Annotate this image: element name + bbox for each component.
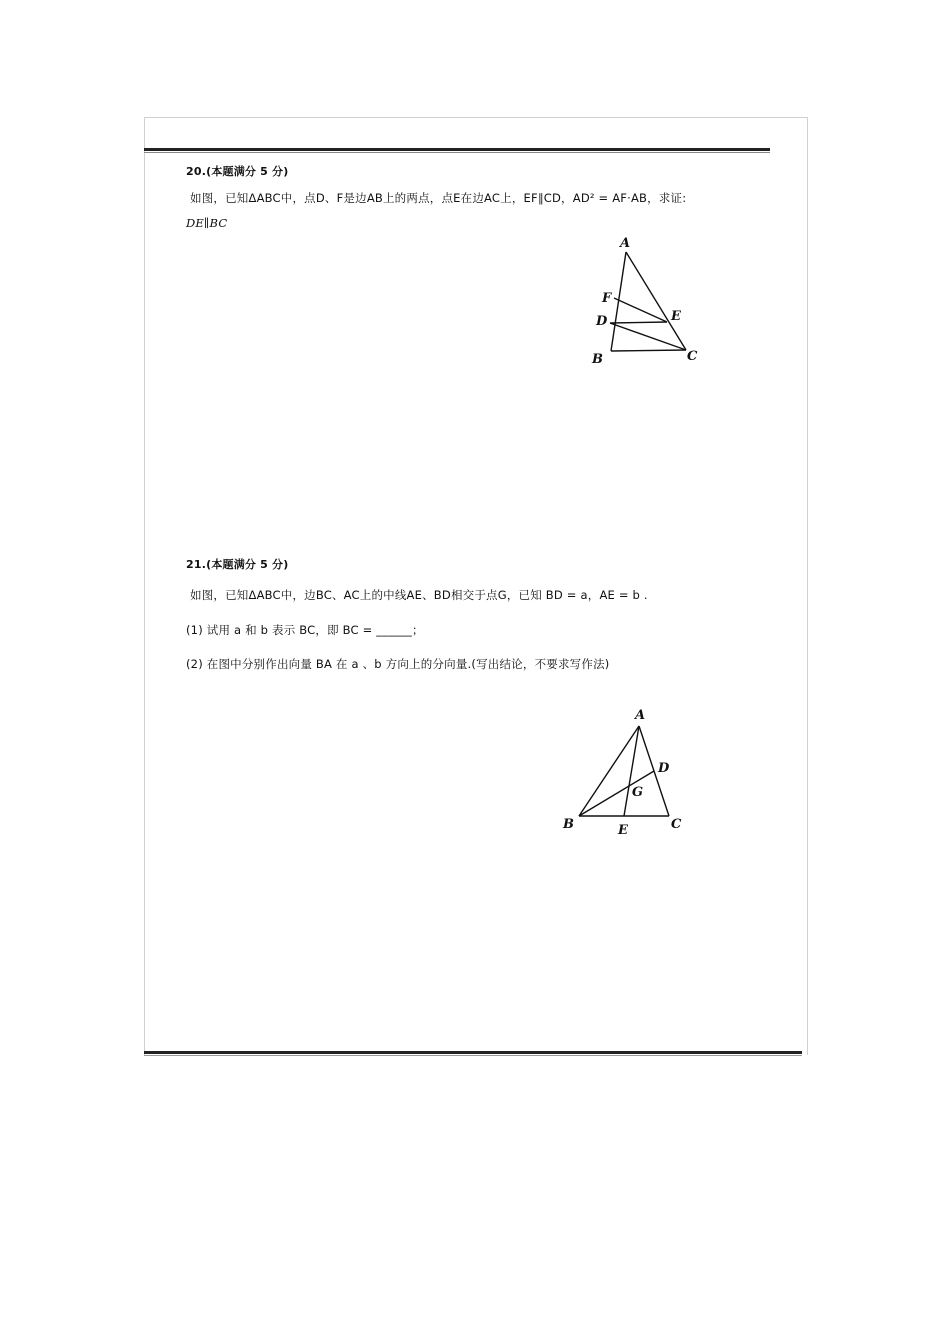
q20-statement-line1: 如图，已知ΔABC中，点D、F是边AB上的两点，点E在边AC上，EF∥CD，AD² = AF·AB，求证: xyxy=(190,191,687,205)
bottom-rule-thin xyxy=(144,1055,802,1056)
top-rule-thin xyxy=(144,152,770,153)
q20-label-D: D xyxy=(596,314,608,329)
q20-label-A: A xyxy=(620,236,631,251)
top-rule xyxy=(144,148,770,151)
bottom-rule xyxy=(144,1051,802,1054)
q21-label-A: A xyxy=(635,708,646,723)
q20-label-F: F xyxy=(602,291,612,306)
q20-label-C: C xyxy=(687,349,698,364)
q21-part2: (2) 在图中分别作出向量 BA 在 a 、b 方向上的分向量.(写出结论，不要求写作法) xyxy=(186,657,610,671)
q20-statement-line2: DE∥BC xyxy=(186,216,228,230)
q21-label-E: E xyxy=(618,823,628,838)
q20-heading: 20.(本题满分 5 分) xyxy=(186,165,289,178)
q20-label-B: B xyxy=(592,352,603,367)
q20-label-E: E xyxy=(671,309,681,324)
q20-triangle-figure xyxy=(580,230,710,370)
q21-part1: (1) 试用 a 和 b 表示 BC，即 BC = ______； xyxy=(186,623,424,637)
q21-statement: 如图，已知ΔABC中，边BC、AC上的中线AE、BD相交于点G，已知 BD = a，AE = b . xyxy=(190,588,648,602)
q21-triangle-figure xyxy=(560,702,700,842)
q21-label-G: G xyxy=(632,785,644,800)
q21-label-C: C xyxy=(671,817,682,832)
q21-label-B: B xyxy=(563,817,574,832)
q21-label-D: D xyxy=(658,761,670,776)
q21-heading: 21.(本题满分 5 分) xyxy=(186,558,289,571)
